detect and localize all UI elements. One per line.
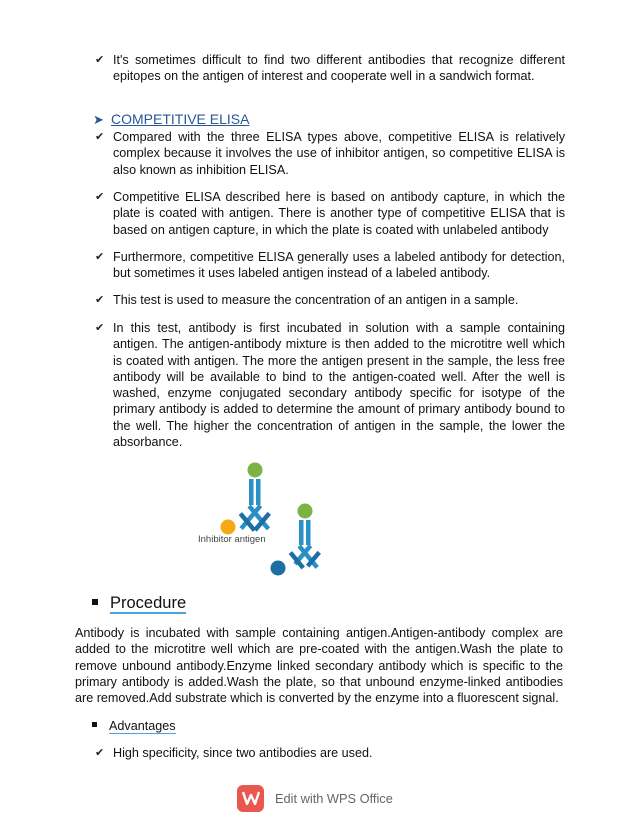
- bullet-text: Furthermore, competitive ELISA generally uses a labeled antibody for detection, but sometimes it uses labeled antigen instead of a labeled antibody.: [113, 250, 565, 281]
- list-item: [95, 129, 565, 178]
- square-bullet-icon: [92, 722, 97, 727]
- antibody-icon: [221, 463, 271, 535]
- list-item: [95, 52, 565, 85]
- checkmark-icon: ✔: [95, 747, 105, 759]
- bullet-text: In this test, antibody is first incubated in solution with a sample containing antigen. The antigen-antibody mixture is then added to the microtitre well which is coated with antigen. The more the antigen present in the sample, the less free antibody will be available to bind to the antigen-coated well. After the well is washed, enzyme conjugated secondary antibody specific for isotype of the primary antibody is added to determine the amount of primary antibody bound to the well. The higher the concentration of antigen in the sample, the lower the absorbance.: [113, 321, 565, 450]
- list-item: [95, 189, 565, 238]
- figure-label: Inhibitor antigen: [198, 534, 266, 545]
- advantages-heading: Advantages: [92, 718, 176, 734]
- checkmark-icon: ✔: [95, 191, 105, 203]
- checkmark-icon: ✔: [95, 54, 105, 66]
- arrow-right-icon: ➤: [93, 112, 104, 127]
- list-item: [95, 292, 565, 308]
- antibody-diagram: [195, 460, 335, 580]
- checkmark-icon: ✔: [95, 294, 105, 306]
- list-item: [95, 320, 565, 450]
- checkmark-icon: ✔: [95, 251, 105, 263]
- checkmark-icon: ✔: [95, 322, 105, 334]
- procedure-heading: Procedure: [92, 593, 186, 613]
- list-item: [95, 745, 565, 761]
- checkmark-icon: ✔: [95, 131, 105, 143]
- bullet-text: Compared with the three ELISA types above, competitive ELISA is relatively complex because it involves the use of inhibitor antigen, so competitive ELISA is also known as inhibition ELISA.: [113, 130, 565, 177]
- bullet-text: This test is used to measure the concentration of an antigen in a sample.: [113, 293, 519, 307]
- square-bullet-icon: [92, 599, 98, 605]
- antibody-icon: [271, 504, 321, 576]
- bullet-text: Competitive ELISA described here is based on antibody capture, in which the plate is coated with antigen. There is another type of competitive ELISA that is based on antigen capture, in which the plate is coated with unlabeled antibody: [113, 190, 565, 237]
- bullet-text: High specificity, since two antibodies are used.: [113, 746, 373, 760]
- list-item: [95, 249, 565, 282]
- bullet-text: It's sometimes difficult to find two different antibodies that recognize different epitopes on the antigen of interest and cooperate well in a sandwich format.: [113, 53, 565, 84]
- competitive-elisa-heading[interactable]: ➤ COMPETITIVE ELISA: [93, 111, 250, 127]
- footer-text: Edit with WPS Office: [275, 790, 393, 806]
- wps-edit-banner[interactable]: [237, 784, 393, 812]
- wps-logo-icon: [237, 785, 264, 812]
- procedure-paragraph: Antibody is incubated with sample containing antigen.Antigen-antibody complex are added to the microtitre well which are pre-coated with the antigen.Wash the plate to remove unbound antibody.Enzyme linked secondary antibody which is specific to the primary antibody is added.Wash the plate, so that unbound enzyme-linked antibodies are removed.Add substrate which is converted by the enzyme into a fluorescent signal.: [75, 626, 563, 706]
